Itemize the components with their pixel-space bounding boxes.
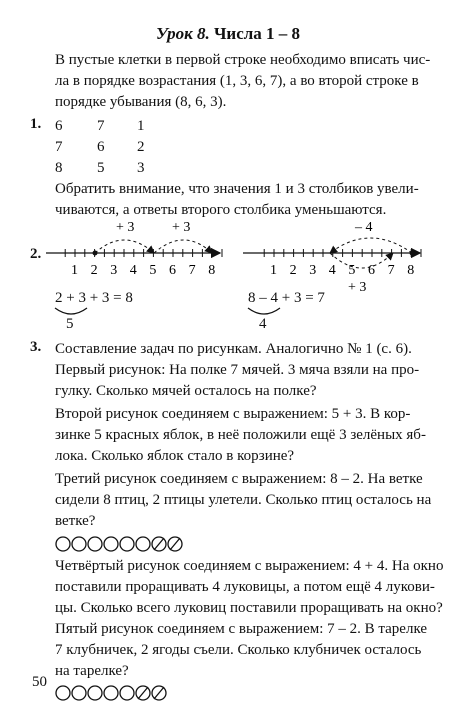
table-cell: 7 — [97, 118, 105, 134]
task3-line: Четвёртый рисунок соединяем с выражением: 4 + 4. На окно — [55, 558, 444, 574]
task2-number: 2. — [30, 246, 42, 262]
circle — [72, 537, 86, 551]
table-cell: 3 — [137, 160, 145, 176]
subtotal-left: 5 — [66, 316, 74, 332]
circle — [72, 686, 86, 700]
tick-label: 6 — [368, 263, 375, 278]
circles-row-2 — [55, 684, 185, 702]
expression-right: 8 – 4 + 3 = 7 — [248, 290, 325, 306]
circle — [104, 537, 118, 551]
task3-line: Второй рисунок соединяем с выражением: 5 + 3. В кор- — [55, 406, 411, 422]
circle — [136, 537, 150, 551]
task1-note: Обратить внимание, что значения 1 и 3 столбиков увели- — [55, 181, 419, 197]
tick-label: 2 — [90, 263, 98, 278]
task3-line: зинке 5 красных яблок, в неё положили ещё 3 зелёных яб- — [55, 427, 426, 443]
table-cell: 7 — [55, 139, 63, 155]
tick-label: 8 — [407, 263, 415, 278]
tick-label: 1 — [71, 263, 78, 278]
task1-number: 1. — [30, 116, 42, 132]
arc-label: – 4 — [355, 220, 373, 235]
page-number: 50 — [32, 674, 47, 690]
tick-label: 3 — [110, 263, 118, 278]
task3-line: Пятый рисунок соединяем с выражением: 7 – 2. В тарелке — [55, 621, 428, 637]
task3-line: Составление задач по рисункам. Аналогично № 1 (с. 6). — [55, 341, 412, 357]
tick-label: 1 — [270, 263, 277, 278]
intro-line: ла в порядке возрастания (1, 3, 6, 7), а во второй строке в — [55, 73, 419, 89]
table-cell: 6 — [97, 139, 105, 155]
tick-label: 3 — [309, 263, 317, 278]
arc-label: + 3 — [348, 280, 367, 295]
circle — [120, 537, 134, 551]
circle — [104, 686, 118, 700]
number-line-right — [243, 220, 421, 295]
tick-label: 5 — [348, 263, 356, 278]
lesson-label: Урок 8. — [155, 24, 210, 43]
task3-line: ветке? — [55, 513, 96, 529]
task3-line: поставили проращивать 4 луковицы, а потом ещё 4 лукови- — [55, 579, 435, 595]
tick-label: 6 — [169, 263, 176, 278]
circle-cross — [170, 538, 180, 550]
task3-line: цы. Сколько всего луковиц поставили проращивать на окно? — [55, 600, 443, 616]
arc-label: + 3 — [116, 220, 135, 235]
task1-note: чиваются, а ответы второго столбика уменьшаются. — [55, 202, 387, 218]
subtotal-right: 4 — [259, 316, 267, 332]
task3-line: на тарелке? — [55, 663, 129, 679]
circle-cross — [138, 687, 148, 699]
table-cell: 1 — [137, 118, 145, 134]
task3-line: сидели 8 птиц, 2 птицы улетели. Сколько птиц осталось на — [55, 492, 432, 508]
table-cell: 8 — [55, 160, 63, 176]
expression-left: 2 + 3 + 3 = 8 — [55, 290, 133, 306]
number-line-left — [46, 220, 222, 278]
table-cell: 2 — [137, 139, 145, 155]
intro-line: порядке убывания (8, 6, 3). — [55, 94, 227, 110]
tick-label: 7 — [188, 263, 196, 278]
task3-number: 3. — [30, 339, 42, 355]
circle-cross — [154, 687, 164, 699]
task3-line: Первый рисунок: На полке 7 мячей. 3 мяча взяли на про- — [55, 362, 420, 378]
task3-line: Третий рисунок соединяем с выражением: 8 – 2. На ветке — [55, 471, 423, 487]
circle — [88, 537, 102, 551]
tick-label: 4 — [328, 263, 336, 278]
circle — [56, 686, 70, 700]
table-cell: 6 — [55, 118, 63, 134]
tick-label: 8 — [208, 263, 216, 278]
task3-line: гулку. Сколько мячей осталось на полке? — [55, 383, 317, 399]
circle — [56, 537, 70, 551]
arc-label: + 3 — [172, 220, 191, 235]
tick-label: 5 — [149, 263, 157, 278]
circles-row-1 — [55, 535, 195, 553]
tick-label: 7 — [387, 263, 395, 278]
tick-label: 2 — [289, 263, 297, 278]
circle — [120, 686, 134, 700]
intro-line: В пустые клетки в первой строке необходимо вписать чис- — [55, 52, 431, 68]
page-title — [0, 24, 456, 44]
lesson-topic: Числа 1 – 8 — [213, 24, 301, 43]
task3-line: 7 клубничек, 2 ягоды съели. Сколько клубничек осталось — [55, 642, 422, 658]
circle-cross — [154, 538, 164, 550]
tick-label: 4 — [129, 263, 137, 278]
task3-line: лока. Сколько яблок стало в корзине? — [55, 448, 295, 464]
table-cell: 5 — [97, 160, 105, 176]
circle — [88, 686, 102, 700]
